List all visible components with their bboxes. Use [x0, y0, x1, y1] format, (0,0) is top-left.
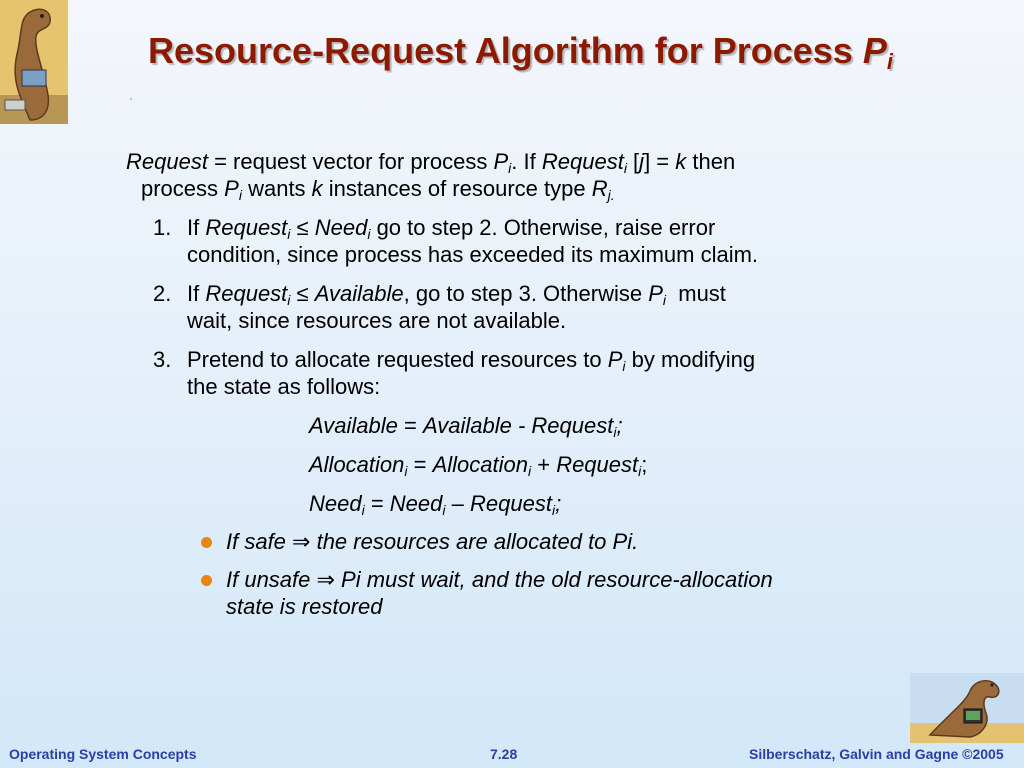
text-var: Request — [205, 215, 288, 240]
step-3-line-2: the state as follows: — [187, 374, 381, 399]
step-1-number: 1. — [153, 215, 172, 240]
text: = request vector for process — [207, 149, 494, 174]
subscript: i — [551, 502, 556, 518]
intro-line-2 — [141, 176, 615, 202]
intro-line-1 — [126, 149, 735, 175]
equation-need — [309, 491, 561, 517]
step-2-number: 2. — [153, 281, 172, 306]
text: – — [445, 491, 470, 516]
text: ; — [616, 413, 623, 438]
step-3-number: 3. — [153, 347, 172, 372]
footer-copyright: Silberschatz, Galvin and Gagne ©2005 — [749, 746, 1004, 762]
text-var: Request — [469, 491, 552, 516]
text-request: Request — [126, 149, 208, 174]
text: ] = — [644, 149, 676, 174]
text: then — [686, 149, 736, 174]
step-1-line-2: condition, since process has exceeded its maximum claim. — [187, 242, 759, 267]
subscript: i — [622, 358, 626, 374]
text-var: Allocation — [432, 452, 528, 477]
subscript: i — [367, 226, 371, 242]
text: instances of resource type — [322, 176, 592, 201]
text: process — [141, 176, 225, 201]
text-var: Need — [309, 491, 362, 516]
text: ; — [641, 452, 648, 477]
bullet-unsafe-line-1: If unsafe ⇒ Pi must wait, and the old resource-allocation — [226, 567, 773, 592]
subscript: i — [361, 502, 365, 518]
title-var: P — [862, 30, 887, 71]
text-var: P — [607, 347, 623, 372]
text: = — [407, 452, 433, 477]
text-var: k — [675, 149, 687, 174]
title-text: Resource-Request Algorithm for Process — [148, 30, 863, 71]
footer-slide-number: 7.28 — [490, 746, 518, 762]
subscript: i — [287, 292, 291, 308]
text-var: j — [639, 149, 645, 174]
leq-symbol: ≤ — [290, 281, 315, 306]
text-var: Available — [309, 413, 398, 438]
text: = — [364, 491, 390, 516]
step-1-line-1 — [187, 215, 715, 241]
subscript: i — [287, 226, 291, 242]
bullet-unsafe-line-2: state is restored — [226, 594, 383, 619]
text-var: Allocation — [309, 452, 405, 477]
subscript: i — [404, 463, 408, 479]
text-var: R — [591, 176, 608, 201]
subscript: i — [623, 160, 627, 176]
text-var: Request — [556, 452, 639, 477]
text-var: k — [311, 176, 323, 201]
subscript: i — [508, 160, 512, 176]
subscript: i — [442, 502, 446, 518]
equation-available — [309, 413, 623, 439]
text: Pretend to allocate requested resources to — [187, 347, 608, 372]
text-var: Need — [314, 215, 368, 240]
text: If — [187, 281, 206, 306]
text: go to step 2. Otherwise, raise error — [370, 215, 716, 240]
bullet-dot — [201, 537, 212, 548]
title-subscript: i — [886, 49, 893, 74]
text-var: P — [493, 149, 509, 174]
text-var: Need — [389, 491, 443, 516]
step-3-line-1 — [187, 347, 755, 373]
text: by modifying — [625, 347, 756, 372]
text-var: Available — [314, 281, 404, 306]
subscript: i — [527, 463, 532, 479]
text: . If — [511, 149, 542, 174]
text: + — [531, 452, 557, 477]
text: [ — [626, 149, 640, 174]
leq-symbol: ≤ — [290, 215, 315, 240]
text-var: Available - Request — [422, 413, 614, 438]
step-2-line-1 — [187, 281, 726, 307]
text-var: Request — [541, 149, 624, 174]
text: wants — [241, 176, 312, 201]
bullet-safe: If safe ⇒ the resources are allocated to Pi. — [226, 529, 639, 554]
subscript: i — [238, 187, 242, 203]
text: If — [187, 215, 206, 240]
text: must — [666, 281, 726, 306]
subscript: i — [662, 292, 667, 308]
step-2-line-2: wait, since resources are not available. — [187, 308, 567, 333]
subscript: i — [613, 424, 617, 440]
equation-allocation — [309, 452, 647, 478]
text-var: Request — [205, 281, 288, 306]
text-var: P — [648, 281, 663, 306]
footer-course-title: Operating System Concepts — [9, 746, 197, 762]
text: ; — [555, 491, 562, 516]
text: = — [397, 413, 423, 438]
subscript: j. — [607, 187, 615, 203]
text: , go to step 3. Otherwise — [403, 281, 649, 306]
text-var: P — [224, 176, 239, 201]
bullet-dot — [201, 575, 212, 586]
subscript: i — [638, 463, 642, 479]
